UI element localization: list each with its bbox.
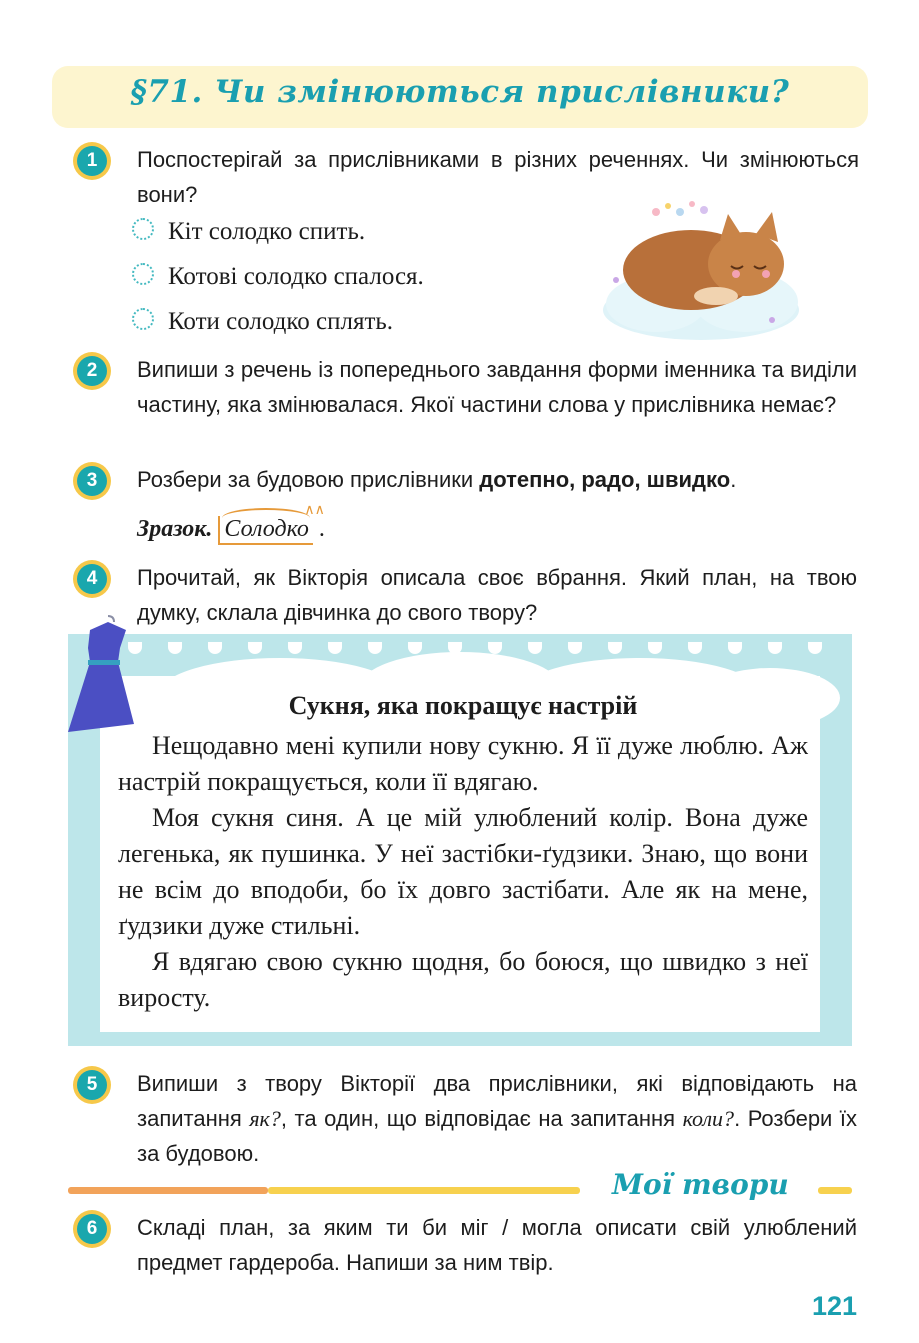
sun-bullet-icon — [132, 308, 154, 330]
task-number-badge: 4 — [73, 560, 111, 598]
task-2-text: Випиши з речень із попереднього завдання форми іменника та виділи частину, яка змінювалася. Якої частини слова у прислівника немає? — [137, 357, 857, 417]
morpheme-marked-word: Солодко ∧∧ — [218, 516, 312, 545]
task-6-text: Складі план, за яким ти би міг / могла описати свій улюблений предмет гардероба. Напиши за ним твір. — [137, 1215, 857, 1275]
sun-bullet-icon — [132, 218, 154, 240]
task-4-text: Прочитай, як Вікторія описала своє вбрання. Який план, на твою думку, склала дівчинка до свого твору? — [137, 565, 857, 625]
task-number-badge: 3 — [73, 462, 111, 500]
example-sentence-2: Котові солодко спалося. — [132, 262, 424, 291]
essay-title: Сукня, яка покращує настрій — [288, 691, 638, 720]
section-title: Мої твори — [612, 1168, 789, 1201]
page-number: 121 — [812, 1291, 858, 1321]
task-number-badge: 1 — [73, 142, 111, 180]
essay-text: Сукня, яка покращує настрій Нещодавно мені купили нову сукню. Я її дуже люблю. Аж настрій покращується, коли її вдягаю. Моя сукня синя. А це мій улюблений колір. Вона дуже легенька, як пушинка. У неї застібки-ґудзики. Знаю, що вони не всім до вподоби, бо їх довго застібати. Але як на мене, ґудзики дуже стильні. Я вдягаю свою сукню щодня, бо боюся, що швидко з неї виросту. — [118, 688, 808, 1016]
section-rule — [68, 1187, 268, 1194]
example-sentence-1: Кіт солодко спить. — [132, 217, 365, 246]
task-1-text: Поспостерігай за прислівниками в різних реченнях. Чи змінюються вони? — [137, 147, 859, 207]
sun-bullet-icon — [132, 263, 154, 285]
task-3-text: Розбери за будовою прислівники дотепно, радо, швидко. — [137, 467, 737, 492]
page-title: §71. Чи змінюються прислівники? — [130, 74, 790, 110]
sleeping-cat-illustration — [596, 192, 801, 342]
example-sentence-3: Коти солодко сплять. — [132, 307, 393, 336]
sample-word-analysis: Зразок. Солодко ∧∧ . — [137, 516, 325, 545]
task-number-badge: 6 — [73, 1210, 111, 1248]
task-5-text: Випиши з твору Вікторії два прислівники, які відповідають на запитання як?, та один, що відповідає на запитання коли?. Розбери їх за будовою. — [137, 1071, 857, 1166]
task-number-badge: 5 — [73, 1066, 111, 1104]
task-number-badge: 2 — [73, 352, 111, 390]
